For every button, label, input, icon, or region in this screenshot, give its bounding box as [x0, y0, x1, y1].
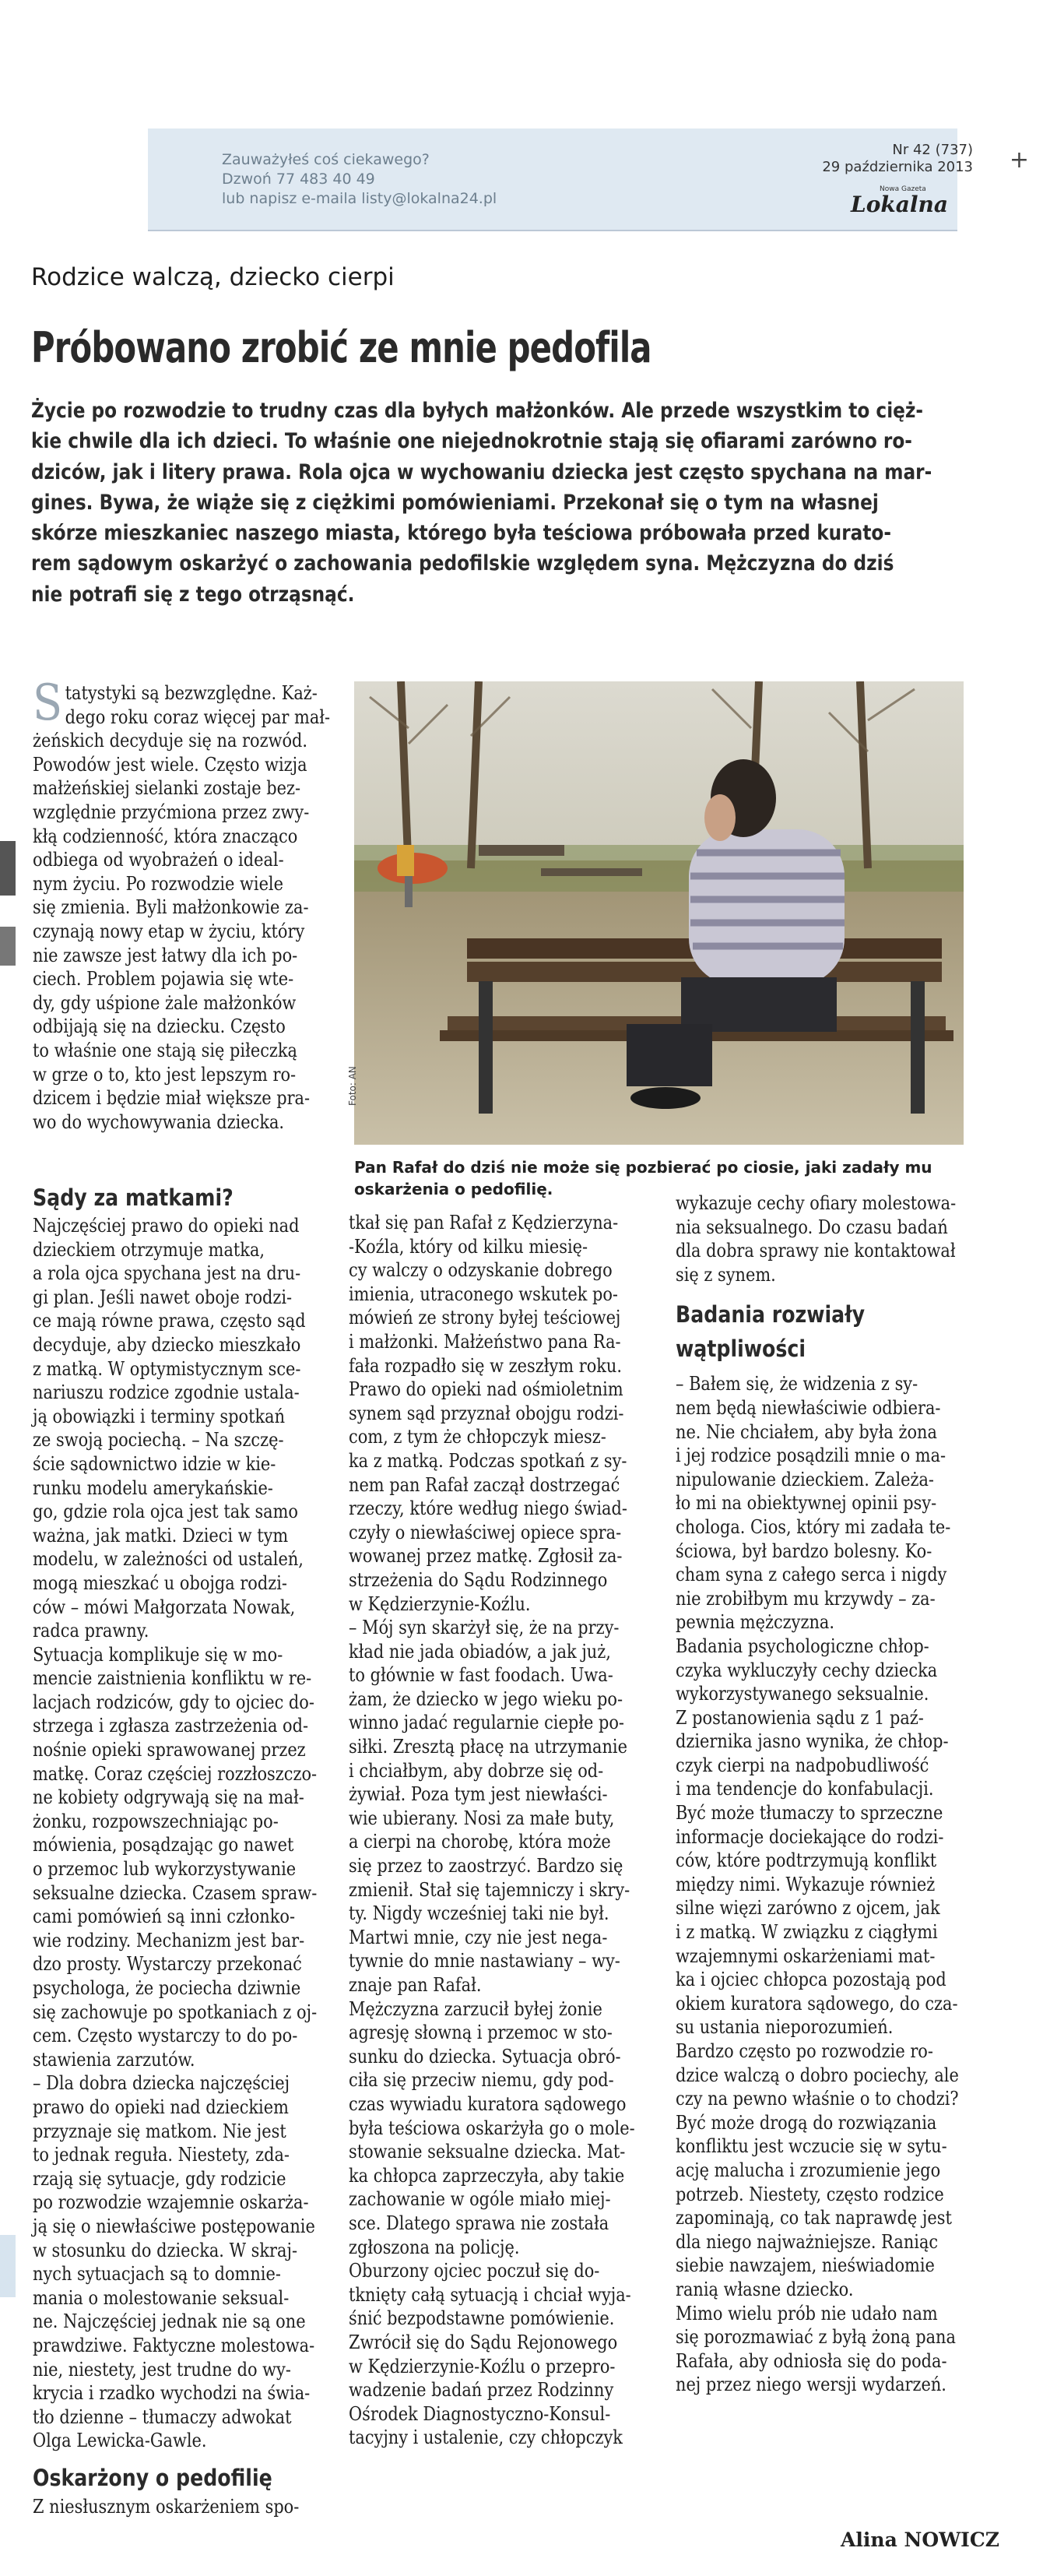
body-line: Najczęściej prawo do opieki nad [33, 1215, 300, 1237]
body-line: się z synem. [676, 1263, 776, 1286]
body-line: wie ubierany. Nosi za małe buty, [349, 1807, 615, 1829]
body-line: decyduje, aby dziecko mieszkało [33, 1333, 301, 1356]
intro-line: małżeńskiej sielanki zostaje bez- [33, 777, 301, 800]
lead-line: kie chwile dla ich dzieci. To właśnie one niejednokrotnie stają się ofiarami zarówno ro- [31, 429, 912, 454]
body-line: w stosunku do dziecka. W skraj- [33, 2239, 298, 2261]
body-line: tło dzienne – tłumaczy adwokat [33, 2405, 292, 2428]
body-line: wadzenie badań przez Rodzinny [349, 2379, 614, 2402]
body-line: stawienia zarzutów. [33, 2048, 195, 2071]
body-line: nych sytuacjach są to domnie- [33, 2263, 281, 2286]
body-line: lacjach rodziców, gdy to ojciec do- [33, 1691, 314, 1713]
body-line: czyka wykluczyły cechy dziecka [676, 1659, 938, 1681]
body-line: zachowanie w ogóle miało miej- [349, 2188, 611, 2211]
body-line: potrzeb. Niestety, często rodzice [676, 2183, 944, 2205]
body-line: modelu, w zależności od ustaleń, [33, 1548, 304, 1571]
body-line: mówienia, posądzając go nawet [33, 1834, 294, 1856]
body-line: żywiał. Poza tym jest niewłaści- [349, 1783, 608, 1806]
intro-line: w grze o to, kto jest lepszym ro- [33, 1063, 297, 1086]
body-line: nie zrobiłbym mu krzywdy – za- [676, 1587, 936, 1610]
body-line: stowanie seksualne dziecka. Mat- [349, 2141, 626, 2163]
body-line: dzieckiem otrzymuje matka, [33, 1238, 265, 1261]
body-line: Mimo wielu prób nie udało nam [676, 2302, 938, 2324]
body-line: mencie zaistnienia konfliktu w re- [33, 1667, 312, 1690]
intro-line: odbijają się na dziecku. Często [33, 1015, 286, 1038]
body-line: się porozmawiać z byłą żoną pana [676, 2326, 956, 2349]
body-line: cem. Często wystarczy to do po- [33, 2025, 298, 2047]
body-line: tkał się pan Rafał z Kędzierzyna- [349, 1212, 619, 1233]
body-line: sunku do dziecka. Sytuacja obró- [349, 2045, 621, 2067]
body-line: czas wywiadu kuratora sądowego [349, 2092, 627, 2115]
intro-line: nym życiu. Po rozwodzie wiele [33, 872, 283, 895]
body-line: wykazuje cechy ofiary molestowa- [676, 1192, 957, 1214]
article-kicker: Rodzice walczą, dziecko cierpi [31, 263, 395, 291]
body-line: ne kobiety odgrywają się na mał- [33, 1786, 304, 1809]
body-line: agresję słowną i przemoc w sto- [349, 2022, 613, 2044]
column-3 [676, 1191, 959, 2397]
intro-line: dzicem i będzie miał większe pra- [33, 1087, 311, 1110]
edge-mark [0, 927, 16, 966]
column-2 [349, 1211, 635, 2450]
body-line: radca prawny. [33, 1620, 149, 1642]
body-line: i jej rodzice posądzili mnie o ma- [676, 1445, 946, 1467]
body-line: synem sąd przyznał obojgu rodzi- [349, 1402, 624, 1424]
body-line: nie, niestety, jest trudne do wy- [33, 2358, 291, 2381]
intro-line: tatystyki są bezwzględne. Każ- [65, 682, 318, 704]
body-line: ważna, jak matki. Dzieci w tym [33, 1524, 289, 1547]
photo-credit: Foto: AN [347, 1066, 358, 1106]
body-line: ją obowiązki i terminy spotkań [33, 1405, 286, 1427]
body-line: okiem kuratora sądowego, do cza- [676, 1992, 958, 2015]
section-title: Oskarżony o pedofilię [33, 2464, 272, 2491]
body-line: Badania psychologiczne chłop- [676, 1635, 929, 1657]
body-line: ne. Nie chciałem, aby była żona [676, 1420, 937, 1443]
crop-mark-icon: + [1009, 146, 1029, 174]
intro-line: odbiega od wyobrażeń o ideal- [33, 849, 284, 871]
body-line: ze swoją pociechą. – Na szczę- [33, 1429, 284, 1452]
body-line: imienia, utraconego wskutek po- [349, 1283, 618, 1305]
section-title: Sądy za matkami? [33, 1184, 234, 1211]
body-line: to jednak reguła. Niestety, zda- [33, 2144, 290, 2166]
body-line: po rozwodzie wzajemnie oskarża- [33, 2191, 309, 2214]
article-author: Alina NOWICZ [841, 2528, 1000, 2551]
intro-line: się zmienia. Byli małżonkowie za- [33, 896, 309, 919]
body-line: wie rodziny. Mechanizm jest bar- [33, 1929, 305, 1951]
intro-line: wo do wychowywania dziecka. [33, 1110, 285, 1133]
body-line: Bardzo często po rozwodzie ro- [676, 2040, 933, 2062]
body-line: z matką. W optymistycznym sce- [33, 1357, 301, 1380]
body-line: Sytuacja komplikuje się w mo- [33, 1643, 283, 1666]
body-line: dla dobra sprawy nie kontaktował [676, 1240, 956, 1262]
body-line: dla niego najważniejsze. Raniąc [676, 2230, 939, 2253]
body-line: informacje dociekające do rodzi- [676, 1825, 944, 1848]
body-line: Olga Lewicka-Gawle. [33, 2430, 207, 2452]
body-line: runku modelu amerykańskie- [33, 1476, 273, 1499]
logo-title: Lokalna [851, 192, 949, 217]
body-line: w Kędzierzynie-Koźlu. [349, 1592, 531, 1615]
intro-line: żeńskich decyduje się na rozwód. [33, 730, 308, 752]
intro-line: dego roku coraz więcej par mał- [65, 706, 331, 728]
body-line: tywnie do mnie nastawiany – wy- [349, 1950, 620, 1972]
body-line: Być może tłumaczy to sprzeczne [676, 1802, 943, 1825]
body-line: ację malucha i zrozumienie jego [676, 2159, 941, 2181]
column-1 [33, 1181, 317, 2518]
body-line: winno jadać regularnie ciepłe po- [349, 1712, 624, 1734]
intro-line: to właśnie one stają się piłeczką [33, 1039, 298, 1061]
body-line: strzega i zgłasza zastrzeżenia od- [33, 1715, 309, 1737]
body-line: Ośrodek Diagnostyczno-Konsul- [349, 2402, 611, 2425]
body-line: nej przez niego wersji wydarzeń. [676, 2374, 946, 2396]
body-line: i z matką. W związku z ciągłymi [676, 1921, 938, 1944]
body-line: ściowa, był bardzo bolesny. Ko- [676, 1540, 932, 1562]
body-line: śnić bezpodstawne pomówienie. [349, 2307, 615, 2330]
body-line: pewnia mężczyzna. [676, 1611, 834, 1634]
body-line: żonku, rozpowszechniając po- [33, 1810, 279, 1832]
intro-line: dy, gdy uśpione żale małżonków [33, 991, 297, 1014]
issue-date: 29 października 2013 [822, 159, 973, 175]
contact-line: Zauważyłeś coś ciekawego? [222, 151, 430, 168]
newspaper-logo [845, 185, 961, 223]
body-line: chologa. Cios, który mi zadała te- [676, 1515, 951, 1538]
body-line: Martwi mnie, czy nie jest nega- [349, 1926, 608, 1948]
edge-mark [0, 841, 16, 896]
article-photo [354, 681, 964, 1145]
intro-column [33, 674, 331, 1134]
body-line: prawo do opieki nad dzieckiem [33, 2096, 289, 2118]
body-line: cy walczy o odzyskanie dobrego [349, 1259, 613, 1282]
section-title: wątpliwości [676, 1336, 806, 1363]
edge-mark [0, 2235, 16, 2297]
lead-line: nie potrafi się z tego otrząsnąć. [31, 582, 355, 607]
intro-line: względnie przyćmiona przez zwy- [33, 801, 310, 823]
body-line: su ustania nieporozumień. [676, 2016, 894, 2039]
intro-line: ciech. Problem pojawia się wte- [33, 968, 294, 991]
contact-box [222, 150, 497, 209]
intro-line: czynają nowy etap w życiu, który [33, 920, 305, 942]
body-line: czy na pewno właśnie o to chodzi? [676, 2088, 959, 2110]
body-line: siłki. Zresztą płacę na utrzymanie [349, 1736, 627, 1758]
body-line: żam, że dziecko w jego wieku po- [349, 1687, 623, 1710]
body-line: się zachowuje po spotkaniach z oj- [33, 2001, 318, 2023]
body-line: wykorzystywanego seksualnie. [676, 1683, 929, 1705]
drop-cap: S [33, 674, 63, 732]
intro-line: kłą codzienność, która znacząco [33, 825, 298, 847]
intro-line: nie zawsze jest łatwy dla ich po- [33, 944, 298, 966]
lead-line: skórze mieszkaniec naszego miasta, którego była teściowa próbowała przed kurato- [31, 521, 892, 546]
body-line: ciła się przeciw niemu, gdy pod- [349, 2069, 614, 2092]
body-line: w Kędzierzynie-Koźlu o przepro- [349, 2355, 616, 2377]
body-line: konfliktu jest wczucie się w sytu- [676, 2135, 947, 2158]
body-line: czyk cierpi na nadpobudliwość [676, 1754, 929, 1776]
body-line: nem pan Rafał zaczął dostrzegać [349, 1473, 620, 1496]
body-line: ce mają równe prawa, często sąd [33, 1310, 306, 1332]
section-title: Badania rozwiały [676, 1301, 866, 1328]
body-line: ło mi na obiektywnej opinii psy- [676, 1492, 937, 1515]
body-line: silne więzi zarówno z ojcem, jak [676, 1897, 940, 1920]
lead-line: rem sądowym oskarżyć o zachowania pedofilskie względem syna. Mężczyzna do dziś [31, 551, 894, 576]
body-line: Z niesłusznym oskarżeniem spo- [33, 2495, 300, 2518]
body-line: rzeczy, które według niego świad- [349, 1497, 627, 1520]
lead-line: gines. Bywa, że wiąże się z ciężkimi pomówieniami. Przekonał się o tym na własnej [31, 490, 879, 515]
body-line: dziernika jasno wynika, że chłop- [676, 1730, 949, 1753]
body-line: była teściowa oskarżyła go o mole- [349, 2117, 635, 2139]
lead-line: Życie po rozwodzie to trudny czas dla byłych małżonków. Ale przede wszystkim to cięż- [31, 399, 924, 423]
body-line: a rola ojca spychana jest na dru- [33, 1262, 301, 1285]
body-line: wowanej przez matkę. Zgłosił za- [349, 1545, 623, 1568]
body-line: ranią własne dziecko. [676, 2278, 854, 2300]
body-line: o przemoc lub wykorzystywanie [33, 1858, 297, 1881]
body-line: i chciałbym, aby dobrze się od- [349, 1759, 604, 1782]
body-line: ców – mówi Małgorzata Nowak, [33, 1596, 296, 1618]
body-line: ka i ojciec chłopca pozostają pod [676, 1969, 946, 1991]
body-line: strzeżenia do Sądu Rodzinnego [349, 1568, 608, 1591]
issue-number: Nr 42 (737) [892, 142, 973, 158]
body-line: ją się o niewłaściwe postępowanie [33, 2215, 315, 2237]
park-bench-photo [354, 681, 964, 1145]
body-line: mogą mieszkać u obojga rodzi- [33, 1571, 287, 1594]
body-line: ców, które podtrzymują konflikt [676, 1849, 937, 1872]
caption-line: oskarżenia o pedofilię. [354, 1180, 553, 1198]
body-line: ty. Nigdy wcześniej taki nie był. [349, 1902, 609, 1925]
body-line: Rafała, aby odniosła się do poda- [676, 2349, 947, 2372]
body-line: – Mój syn skarżył się, że na przy- [349, 1617, 620, 1639]
logo-subtitle: Nowa Gazeta [880, 185, 926, 193]
body-line: Zwrócił się do Sądu Rejonowego [349, 2331, 618, 2353]
body-line: czyły o niewłaściwej opiece spra- [349, 1521, 622, 1543]
body-line: tacyjny i ustalenie, czy chłopczyk [349, 2426, 623, 2449]
body-line: prawdziwe. Faktyczne molestowa- [33, 2334, 315, 2356]
body-line: zapominają, co tak naprawdę jest [676, 2207, 952, 2229]
lead-line: dziców, jak i litery prawa. Rola ojca w wychowaniu dziecka jest często spychana na mar- [31, 459, 932, 484]
body-line: gi plan. Jeśli nawet oboje rodzi- [33, 1286, 293, 1308]
body-line: psychologa, że pociecha dziwnie [33, 1977, 301, 1999]
body-line: ne. Najczęściej jednak nie są one [33, 2310, 306, 2333]
body-line: znaje pan Rafał. [349, 1974, 482, 1996]
caption-line: Pan Rafał do dziś nie może się pozbierać po ciosie, jaki zadały mu [354, 1158, 932, 1177]
body-line: seksualne dziecka. Czasem spraw- [33, 1881, 318, 1904]
body-line: ka chłopca zaprzeczyła, aby takie [349, 2164, 625, 2187]
body-line: matkę. Coraz częściej rozzłoszczo- [33, 1762, 318, 1785]
body-line: między nimi. Wykazuje również [676, 1873, 936, 1895]
body-line: się przez to zaostrzyć. Bardzo się [349, 1855, 623, 1877]
body-line: to głównie w fast foodach. Uwa- [349, 1664, 613, 1687]
body-line: nia seksualnego. Do czasu badań [676, 1216, 948, 1238]
body-line: Mężczyzna zarzucił byłej żonie [349, 1997, 602, 2020]
body-line: nośnie opieki sprawowanej przez [33, 1739, 306, 1761]
article-headline: Próbowano zrobić ze mnie pedofila [31, 323, 651, 372]
body-line: i małżonki. Małżeństwo pana Ra- [349, 1330, 621, 1353]
body-line: Być może drogą do rozwiązania [676, 2111, 937, 2134]
body-line: ście sądownictwo idzie w kie- [33, 1452, 276, 1475]
body-line: nipulowanie dzieckiem. Zależa- [676, 1468, 934, 1490]
body-line: mania o molestowanie seksual- [33, 2286, 290, 2309]
body-line: Z postanowienia sądu z 1 paź- [676, 1706, 924, 1729]
intro-line: Powodów jest wiele. Często wizja [33, 753, 307, 776]
body-line: -Koźla, który od kilku miesię- [349, 1235, 588, 1258]
body-line: zmienił. Stał się tajemniczy i skry- [349, 1878, 630, 1901]
body-line: nem będą niewłaściwie odbiera- [676, 1396, 941, 1419]
body-line: tknięty całą sytuacją i chciał wyja- [349, 2283, 631, 2306]
body-line: – Bałem się, że widzenia z sy- [676, 1373, 918, 1395]
body-line: siebie nawzajem, nieświadomie [676, 2254, 935, 2277]
body-line: wzajemnymi oskarżeniami mat- [676, 1944, 936, 1967]
body-line: kład nie jada obiadów, a jak już, [349, 1640, 611, 1663]
body-line: go, gdzie rola ojca jest tak samo [33, 1501, 298, 1523]
body-line: zgłoszona na policję. [349, 2236, 520, 2258]
body-line: Prawo do opieki nad ośmioletnim [349, 1378, 623, 1401]
body-line: rzają się sytuacje, gdy rodzicie [33, 2167, 286, 2190]
article-lead [31, 396, 996, 610]
body-line: cami pomówień są inni członko- [33, 1906, 296, 1928]
body-line: Oburzony ojciec poczuł się do- [349, 2260, 600, 2282]
contact-email: lub napisz e-maila listy@lokalna24.pl [222, 190, 497, 207]
body-line: – Dla dobra dziecka najczęściej [33, 2072, 290, 2095]
body-line: sce. Dlatego sprawa nie została [349, 2212, 609, 2234]
body-line: krycia i rzadko wychodzi na świa- [33, 2382, 311, 2405]
body-line: cham syna z całego serca i nigdy [676, 1564, 947, 1586]
body-line: fała rozpadło się w zeszłym roku. [349, 1354, 623, 1377]
body-line: i ma tendencje do konfabulacji. [676, 1778, 934, 1800]
body-line: dzo prosty. Wystarczy przekonać [33, 1953, 302, 1976]
body-line: nariuszu rodzice zgodnie ustala- [33, 1381, 300, 1404]
body-line: com, z tym że chłopczyk miesz- [349, 1426, 606, 1448]
body-line: dzice walczą o dobro pociechy, ale [676, 2064, 959, 2086]
body-line: mówień ze strony byłej teściowej [349, 1307, 621, 1329]
body-line: a cierpi na chorobę, która może [349, 1831, 611, 1853]
body-line: ka z matką. Podczas spotkań z sy- [349, 1449, 627, 1472]
contact-phone: Dzwoń 77 483 40 49 [222, 171, 375, 188]
issue-info [822, 142, 973, 176]
body-line: przyznaje się matkom. Nie jest [33, 2120, 286, 2142]
